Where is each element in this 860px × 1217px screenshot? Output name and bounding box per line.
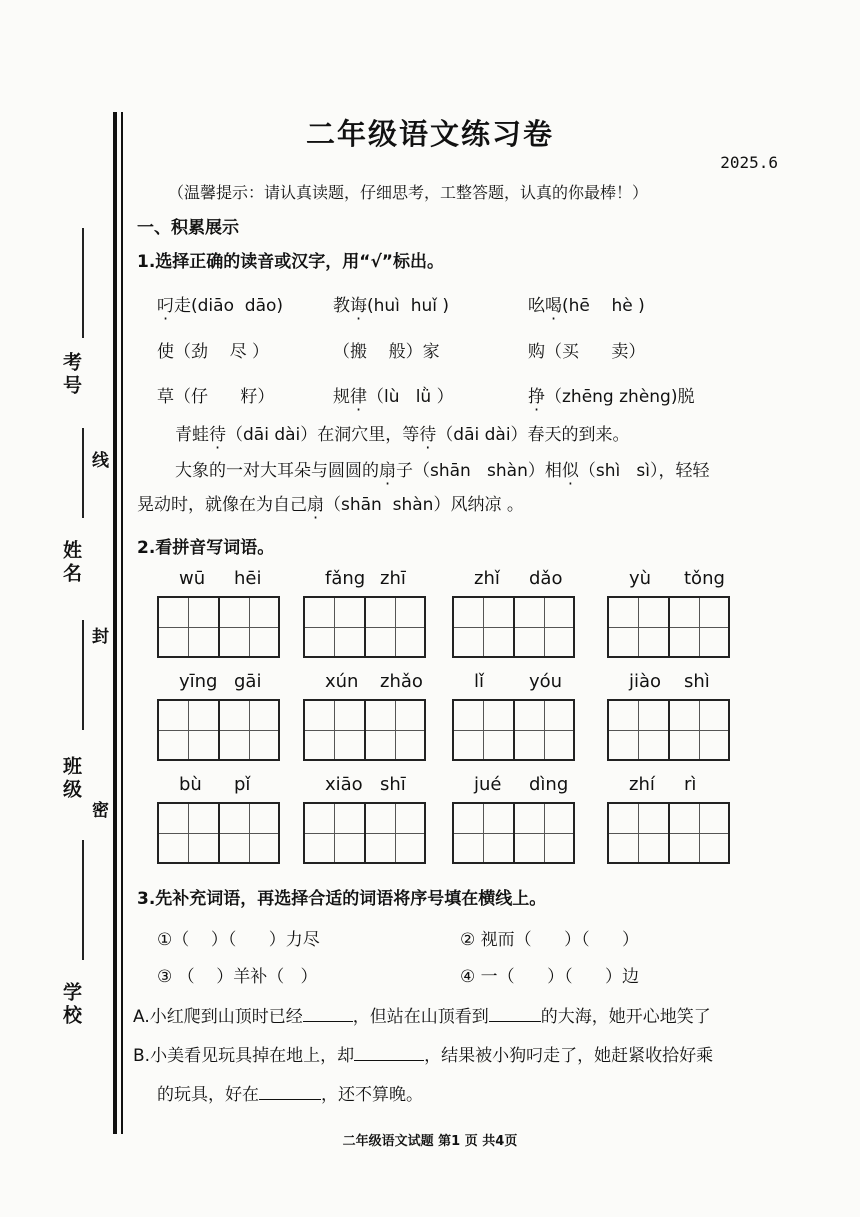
page-title: 二年级语文练习卷 [305,117,554,151]
pinyin-syllable: wū [179,568,206,589]
sentence-text: A.小红爬到山顶时已经 [133,1007,303,1027]
pinyin-syllable: lǐ [474,671,485,692]
q3-item-1: ①（ ）（ ）力尽 [157,930,320,950]
sentence-text: 的玩具，好在 [157,1085,259,1105]
sentence-text: （dāi dài）在洞穴里，等 [226,425,420,445]
pinyin-syllable: zhǎo [380,671,423,692]
writing-cell[interactable] [609,701,670,759]
pinyin-syllable: jué [474,774,502,795]
q1-dotted-char: 似 [561,461,579,481]
writing-cell[interactable] [515,804,574,862]
binding-border-thin [121,112,123,1134]
writing-cell[interactable] [305,701,366,759]
writing-cell[interactable] [670,701,729,759]
q1-item-text: (hē hè ) [562,296,645,316]
exam-number-line [82,228,84,338]
q3-sentence-c [157,1080,423,1105]
q1-item-jin: 使（劲 尽 ） [157,342,270,362]
q1-dotted-char: 喝 [545,296,562,316]
sentence-text: （dāi dài）春天的到来。 [436,425,630,445]
sentence-text: （shì sì），轻轻 [578,461,710,481]
pinyin-syllable: jiào [629,671,662,692]
q1-item-lv [333,382,454,407]
q1-item-ban: （搬 般）家 [333,342,440,362]
pinyin-syllable: tǒng [684,568,725,589]
q1-item-text: （zhēng zhèng)脱 [545,387,695,407]
sentence-text: ，还不算晚。 [321,1085,423,1105]
writing-box-pair[interactable] [452,699,575,761]
writing-cell[interactable] [305,598,366,656]
writing-box-pair[interactable] [607,596,730,658]
pinyin-syllable: yù [629,568,652,589]
q1-item-mai: 购（买 卖） [528,342,646,362]
sentence-text: 子（shān shàn）相 [396,461,562,481]
q1-item-pre: 教 [333,296,350,316]
q1-dotted-char: 待 [419,425,437,445]
binding-border-thick [113,112,117,1134]
writing-box-pair[interactable] [303,802,426,864]
writing-cell[interactable] [515,701,574,759]
q1-dotted-char: 扇 [307,495,324,515]
class-label: 班级 [60,756,82,802]
pinyin-syllable: zhǐ [474,568,500,589]
question-2-prompt: 2.看拼音写词语。 [137,538,275,558]
sentence-text: 大象的一对大耳朵与圆圆的 [175,461,379,481]
writing-box-pair[interactable] [452,596,575,658]
pinyin-syllable: bù [179,774,202,795]
writing-cell[interactable] [305,804,366,862]
q1-item-text: 走(diāo dāo) [174,296,284,316]
writing-cell[interactable] [220,701,279,759]
pinyin-syllable: fǎng [325,568,366,589]
school-label: 学校 [60,982,82,1028]
pinyin-syllable: dǎo [529,568,563,589]
pinyin-syllable: zhí [629,774,655,795]
q1-item-diao [157,291,283,316]
sentence-text: ，但站在山顶看到 [352,1007,489,1027]
answer-blank[interactable] [489,1005,541,1022]
section-heading: 一、积累展示 [137,218,239,238]
pinyin-syllable: zhī [380,568,406,589]
pinyin-syllable: gāi [234,671,262,692]
pinyin-syllable: pǐ [234,774,251,795]
class-line [82,840,84,960]
writing-cell[interactable] [366,804,425,862]
q1-sentence-2 [175,456,710,481]
sentence-text: 的大海，她开心地笑了 [540,1007,711,1027]
name-line [82,620,84,730]
writing-cell[interactable] [366,701,425,759]
q3-item-4: ④ 一（ ）（ ）边 [460,967,639,987]
writing-box-pair[interactable] [157,596,280,658]
writing-box-pair[interactable] [303,699,426,761]
writing-cell[interactable] [159,804,220,862]
pinyin-syllable: yīng [179,671,218,692]
writing-cell[interactable] [609,804,670,862]
question-3-prompt: 3.先补充词语，再选择合适的词语将序号填在横线上。 [137,889,547,909]
writing-cell[interactable] [515,598,574,656]
sentence-text: B.小美看见玩具掉在地上，却 [133,1046,355,1066]
page-footer: 二年级语文试题 第1 页 共4页 [342,1134,518,1149]
q1-item-text: (huì huǐ ) [367,296,450,316]
answer-blank[interactable] [303,1005,353,1022]
q1-item-zheng [528,382,694,407]
pinyin-syllable: dìng [529,774,569,795]
answer-blank[interactable] [259,1083,321,1100]
seal-char-secret: 密 [92,801,109,821]
seal-char-seal: 封 [92,627,109,647]
question-1-prompt: 1.选择正确的读音或汉字，用“√”标出。 [137,252,444,272]
writing-box-pair[interactable] [452,802,575,864]
q1-sentence-3 [137,490,524,515]
q1-item-pre: 吆 [528,296,545,316]
q3-item-2: ② 视而（ ）（ ） [460,930,639,950]
pinyin-syllable: shì [684,671,710,692]
sentence-text: 青蛙 [175,425,209,445]
q1-item-he [528,291,645,316]
exam-date: 2025.6 [720,153,778,172]
seal-char-line: 线 [92,451,109,471]
writing-cell[interactable] [366,598,425,656]
writing-cell[interactable] [609,598,670,656]
q1-dotted-char: 叼 [157,296,174,316]
sentence-text: ，结果被小狗叼走了，她赶紧收拾好乘 [424,1046,714,1066]
q3-item-3: ③ （ ）羊补（ ） [157,967,318,987]
answer-blank[interactable] [354,1044,424,1061]
writing-cell[interactable] [159,598,220,656]
q1-dotted-char: 待 [209,425,226,445]
writing-box-pair[interactable] [157,699,280,761]
q1-sentence-1 [175,420,630,445]
q3-sentence-a [133,1002,711,1027]
sentence-text: 晃动时，就像在为自己 [137,495,307,515]
writing-cell[interactable] [670,598,729,656]
writing-cell[interactable] [220,804,279,862]
q1-dotted-char: 扇 [379,461,396,481]
pinyin-syllable: yóu [529,671,563,692]
name-label: 姓名 [60,540,82,586]
pinyin-syllable: xún [325,671,359,692]
instruction-note: （温馨提示：请认真读题，仔细思考，工整答题，认真的你最棒！） [168,183,649,202]
q1-item-zi: 草（仔 籽） [157,387,275,407]
sentence-text: （shān shàn）风纳凉 。 [324,495,524,515]
pinyin-syllable: rì [684,774,697,795]
q1-item-text: （lù lǜ ） [367,387,454,407]
writing-cell[interactable] [454,804,515,862]
writing-box-pair[interactable] [157,802,280,864]
writing-cell[interactable] [454,598,515,656]
writing-cell[interactable] [454,701,515,759]
writing-cell[interactable] [159,701,220,759]
seal-line-1 [82,428,84,518]
writing-cell[interactable] [220,598,279,656]
writing-box-pair[interactable] [607,699,730,761]
pinyin-syllable: shī [380,774,406,795]
pinyin-syllable: xiāo [325,774,363,795]
writing-box-pair[interactable] [607,802,730,864]
q1-dotted-char: 挣 [528,387,545,407]
writing-cell[interactable] [670,804,729,862]
q1-item-pre: 规 [333,387,350,407]
exam-number-label: 考号 [60,352,82,398]
q1-dotted-char: 诲 [350,296,367,316]
pinyin-syllable: hēi [234,568,262,589]
q1-item-hui [333,291,449,316]
writing-box-pair[interactable] [303,596,426,658]
q3-sentence-b [133,1041,713,1066]
q1-dotted-char: 律 [350,387,367,407]
